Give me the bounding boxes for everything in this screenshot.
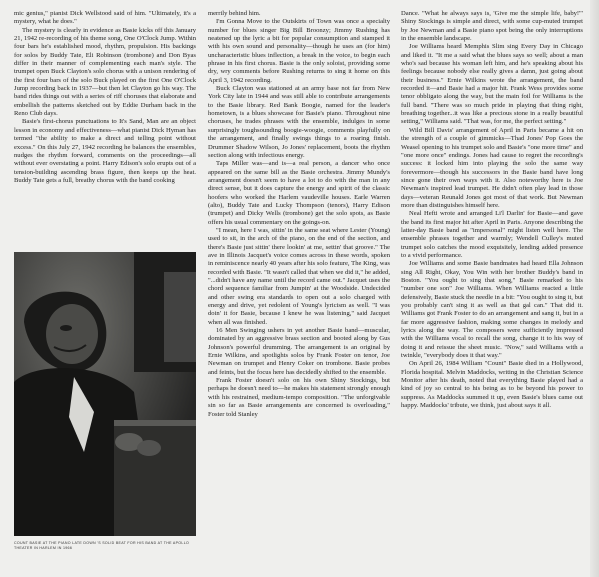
paragraph: Frank Foster doesn't solo on his own Shiny Stockings, but perhaps he doesn't need to—he makes his statement strongly enough with his restrained, medium-tempo composition. "The unforgivable sin so far as Basie arrangements are concerned is overloading," Foster told Stanley bbox=[208, 377, 390, 418]
paragraph: Dance. "What he always says is, 'Give me the simple life, baby!'" Shiny Stockings is simple and direct, with some cup-muted trumpet by Joe Newman and a Basie piano spot being the only interruptions in the ensemble landscape. bbox=[401, 10, 583, 43]
photo-illustration bbox=[14, 252, 196, 536]
paragraph: On April 26, 1984 William "Count" Basie died in a Hollywood, Florida hospital. Melvin Maddocks, writing in the Christian Science Monitor after his death, noted that everything Basie played had a kind of joy so central to his being as to be beyond his power to suppress. As Maddocks summed it up, even Basie's blues came out happy. Maddocks' tribute, we think, just about says it all. bbox=[401, 360, 583, 410]
paragraph: I'm Gonna Move to the Outskirts of Town was once a specialty number for blues singer Big Bill Broonzy; Jimmy Rushing has neatened up the lyric a bit for popular consumption and stamped it with his own sound and personality—though he uses an (for him) uncharacteristic blues inflection, a break in the voice, to begin each phrase in his first chorus. Basie is the only soloist, providing some dry, wry comments before Rushing returns to sing it home on this April 3, 1942 recording. bbox=[208, 18, 390, 84]
text-column-1 bbox=[14, 10, 196, 232]
paragraph: Joe Williams and some Basie bandmates had heard Ella Johnson sing All Right, Okay, You Win with her brother Buddy's band in Boston. "You ought to sing that song," Basie remarked to his "number one son" Joe Williams. When Williams reacted a little defensively, Basie stuck the needle in a bit: "You ought to sing it, but you probably can't sing it as well as that gal can." That did it. Williams got Frank Foster to do an arrangement and sang it, but in a far more aggressive fashion, making some changes in melody and lyrics along the way. The composers were sufficiently impressed with the Williams vocal to recall the song, change it to his way of doing it and reissue the sheet music. "Now," said Williams with a twinkle, "everybody does it that way." bbox=[401, 260, 583, 360]
paragraph: "I mean, here I was, sittin' in the same seat where Lester (Young) used to sit, in the arch of the piano, on the end of the section, and there's Basie just sittin' there lookin' at me, settin' that groove." The ave in Illinois Jacquet's voice comes across in these words, spoken in reminiscence nearly 40 years after his solo feature, The King, was recorded with Basie. "It wasn't called that when we did it," he added, "...didn't have any name until the record came out." Jacquet uses the chord sequence familiar from Jumpin' at the Woodside. Undecided and other swing era standards to open out a solo charged with energy and drive, yet redolent of Young's lyricism as well. "I was doin' it for Basie, because I knew he was listening," said Jacquet when all was finished. bbox=[208, 226, 390, 326]
text-column-3 bbox=[401, 10, 583, 570]
paragraph: 16 Men Swinging ushers in yet another Basie band—muscular, dominated by an aggressive brass section and booted along by Gus Johnson's powerful drumming. The arrangement is an original by Ernie Wilkins, and spotlights solos by Frank Foster on tenor, Joe Newman on trumpet and Henry Coker on trombone. Basie probes and feints, but the focus here has decidedly shifted to the ensemble. bbox=[208, 327, 390, 376]
paragraph: Buck Clayton was stationed at an army base not far from New York City late in 1944 and was still able to contribute arrangements to the Basie library. Red Bank Boogie, named for the leader's hometown, is a blues showcase for Basie's piano. Throughout nine choruses, he trades phrases with the ensemble, indulges in some surprisingly toughsounding boogie-woogie, comments playfully on the arrangement, and finally swings things to a roaring finish. Drummer Shadow Wilson, Jo Jones' replacement, boots the rhythm section along with infectious energy. bbox=[208, 85, 390, 159]
paragraph: Joe Williams heard Memphis Slim sing Every Day in Chicago and liked it. "It me a said what the blues says so well; about a man who's sad because his woman left him, and he's speaking about his feelings because nobody else really gives a damn, just going about their business." Ernie Wilkins wrote the arrangement, the band recorded it—and Basie had a major hit. Frank Wess provides some tenor obbligato along the way, but the main foil for Williams is the full band. "There was so much pride in playing that thing right, breathing together...it was like a precious stone in a really beautiful setting," Williams said. "That was, for me, the perfect setting." bbox=[401, 43, 583, 126]
paragraph: Taps Miller was—and is—a real person, a dancer who once appeared on the same bill as the Basie orchestra. Jimmy Mundy's arrangement doesn't seem to have a lot to do with the man in any direct sense, but it does capture the energy and spirit of the classic hoofers who worked the Harlem vaudeville houses. Earle Warren (alto), Buddy Tate and Lucky Thompson (tenors), Harry Edison (trumpet) and Dicky Wells (trombone) get the solo spots, as Basie offers his usual commentary on the goings-on. bbox=[208, 160, 390, 226]
paragraph: Wild Bill Davis' arrangement of April in Paris became a hit on the strength of a couple of gimmicks—Thad Jones' Pop Goes the Weasel opening to his trumpet solo and Basie's "one more time" and "one more once" endings. Jones had cause to regret the recording's success: it locked him into playing the solo the same way forevermore—though his successors in the Basie band have long since gone their own ways with it. Also noteworthy here is Joe Newman's inspired lead trumpet. He didn't often play lead in those days—veteran Reunald Jones got most of that work. But Newman more than distinguishes himself here. bbox=[401, 126, 583, 209]
paragraph: The mystery is clearly in evidence as Basie kicks off this January 21, 1942 re-recording of his theme song, One O'Clock Jump. Within four bars he's established mood, rhythm, propulsion. His backings for solos by Buddy Tate, Eli Robinson (trombone) and Don Byas differ in their manner of complementing each man's style. The trumpet open Buck Clayton's solo chorus with a unison rendering of the first four bars of the solo Buck played on the first One O'Clock Jump recording back in 1937—but then let Clayton go his way. The band rides things out with a series of riff choruses that elaborate and embellish the patterns sketched out by Eddie Durham back in the Reno Club days. bbox=[14, 26, 196, 118]
paragraph: merrily behind him. bbox=[208, 10, 261, 17]
page-edge-shadow bbox=[590, 0, 599, 577]
text-column-2 bbox=[208, 10, 390, 570]
paragraph: Neal Hefti wrote and arranged Li'l Darlin' for Basie—and gave the band its first major hit after April in Paris. Anyone describing the latter-day Basie band as "impersonal" might listen well here. The ensemble phrases together and warmly; Wendell Culley's muted trumpet solo catches the mood exquisitely, lending added presence to a vivid performance. bbox=[401, 210, 583, 259]
paragraph: mic genius," pianist Dick Wellstood said of him. "Ultimately, it's a mystery, what he does." bbox=[14, 10, 196, 26]
count-basie-photo bbox=[14, 252, 196, 536]
photo-caption: COUNT BASIE AT THE PIANO LATE DOWN 'S SOLID BEAT FOR HIS BAND AT THE APOLLO THEATER IN HARLEM IN 1966 bbox=[14, 541, 190, 550]
paragraph: Basie's first-chorus punctuations to It's Sand, Man are an object lesson in economy and effectiveness—what pianist Dick Hyman has termed "the ability to make a direct and telling point without excess." On this July 27, 1942 recording he balances the ensembles, nudges the rhythm forward, comments on the proceedings—all without ever overstating a point. Harry Edison's solo erupts out of a tension-building ascending brass figure, then keeps up the heat. Buddy Tate gets a full, breathy chorus with the band cooking bbox=[14, 118, 196, 184]
